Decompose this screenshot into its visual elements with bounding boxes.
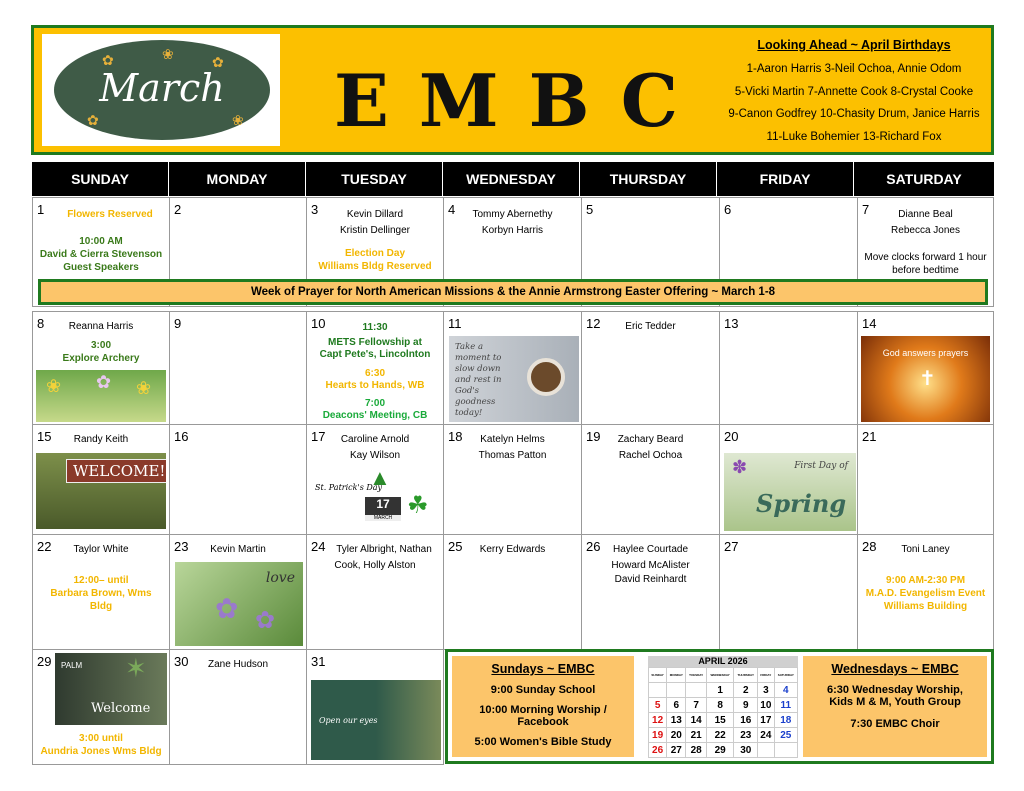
prayer-hands-image bbox=[861, 336, 990, 422]
event-text: Guest Speakers bbox=[63, 262, 139, 273]
mini-cal-date: 18 bbox=[774, 713, 797, 728]
mini-cal-date: 19 bbox=[649, 728, 667, 743]
birthday-name: Tommy Abernethy bbox=[472, 209, 553, 220]
birthday-line: 9-Canon Godfrey 10-Chasity Drum, Janice Harris bbox=[728, 108, 980, 120]
birthday-name: David Reinhardt bbox=[614, 574, 687, 585]
event-time: 11:30 bbox=[362, 322, 388, 333]
day-number: 10 bbox=[311, 316, 326, 331]
coffee-cup-icon bbox=[527, 358, 565, 396]
day-cell-23 bbox=[169, 534, 307, 650]
birthday-name: Zane Hudson bbox=[207, 659, 269, 670]
birthday-name: Zachary Beard bbox=[617, 434, 684, 445]
mini-cal-date bbox=[686, 683, 707, 698]
image-caption: First Day of bbox=[794, 461, 848, 471]
event-time: 10:00 AM bbox=[79, 236, 123, 247]
page-title: EMBC bbox=[334, 58, 709, 143]
image-caption: Take a moment to slow down and rest in God's goodness today! bbox=[455, 342, 502, 418]
day-number: 21 bbox=[862, 429, 877, 444]
day-number: 31 bbox=[311, 654, 326, 669]
cross-icon: ✝ bbox=[919, 368, 936, 390]
wednesday-item: 7:30 EMBC Choir bbox=[850, 718, 940, 730]
mini-cal-date: 7 bbox=[686, 698, 707, 713]
birthday-name: Reanna Harris bbox=[68, 321, 134, 332]
birthday-line: 1-Aaron Harris 3-Neil Ochoa, Annie Odom bbox=[746, 63, 962, 75]
day-cell-9 bbox=[169, 311, 307, 425]
mini-cal-date: 30 bbox=[734, 743, 758, 758]
day-cell-26 bbox=[581, 534, 720, 650]
image-caption: God answers prayers bbox=[882, 348, 969, 358]
day-thursday: THURSDAY bbox=[580, 162, 717, 196]
day-number: 5 bbox=[586, 202, 594, 217]
birthday-name: Howard McAlister bbox=[611, 560, 690, 571]
birthday-name: Rachel Ochoa bbox=[618, 450, 683, 461]
event-text: Explore Archery bbox=[62, 353, 140, 364]
mini-cal-date: 12 bbox=[649, 713, 667, 728]
flower-icon: ✿ bbox=[102, 52, 114, 68]
day-monday: MONDAY bbox=[169, 162, 306, 196]
forest-stream-image bbox=[311, 680, 441, 760]
flower-icon: ✿ bbox=[87, 112, 99, 128]
day-cell-12 bbox=[581, 311, 720, 425]
mini-cal-date: 4 bbox=[774, 683, 797, 698]
palm-leaf-icon: ✶ bbox=[125, 653, 147, 683]
mini-cal-date: 10 bbox=[758, 698, 775, 713]
day-number: 16 bbox=[174, 429, 189, 444]
day-number: 15 bbox=[37, 429, 52, 444]
birthday-name: Caroline Arnold bbox=[340, 434, 410, 445]
day-number: 17 bbox=[311, 429, 326, 444]
mini-cal-date: 23 bbox=[734, 728, 758, 743]
day-cell-17 bbox=[306, 424, 444, 535]
mini-cal-weekday: SATURDAY bbox=[774, 668, 797, 683]
weekly-schedule-panel bbox=[445, 649, 994, 764]
event-text: David & Cierra Stevenson bbox=[39, 249, 163, 260]
day-number: 4 bbox=[448, 202, 456, 217]
april-mini-calendar bbox=[648, 656, 798, 758]
crocus-icon: ✿ bbox=[96, 372, 112, 392]
birthday-name: Rebecca Jones bbox=[891, 225, 960, 236]
mini-cal-date: 27 bbox=[667, 743, 686, 758]
event-text: Williams Building bbox=[883, 601, 968, 612]
event-time: 7:00 bbox=[364, 398, 385, 409]
sunday-item: 5:00 Women's Bible Study bbox=[474, 736, 612, 748]
day-number: 19 bbox=[586, 429, 601, 444]
mini-cal-weekday: THURSDAY bbox=[734, 668, 758, 683]
birthday-name: Kevin Dillard bbox=[346, 209, 404, 220]
daffodil-icon: ❀ bbox=[46, 376, 62, 396]
flower-icon: ❀ bbox=[232, 112, 244, 128]
day-cell-27 bbox=[719, 534, 858, 650]
birthday-line: 11-Luke Bohemier 13-Richard Fox bbox=[766, 130, 942, 143]
event-time: 6:30 bbox=[364, 368, 385, 379]
mini-cal-weekday: TUESDAY bbox=[686, 668, 707, 683]
event-text: Deacons' Meeting, CB bbox=[322, 410, 428, 421]
birthday-name: Haylee Courtade bbox=[612, 544, 689, 555]
violets-image bbox=[175, 562, 303, 646]
day-number: 18 bbox=[448, 429, 463, 444]
day-number: 9 bbox=[174, 316, 182, 331]
event-text: Barbara Brown, Wms bbox=[50, 588, 152, 599]
note-text: Move clocks forward 1 hour bbox=[864, 252, 987, 263]
prayer-week-banner: Week of Prayer for North American Missions & the Annie Armstrong Easter Offering ~ March 1-8 bbox=[38, 279, 988, 305]
day-cell-16 bbox=[169, 424, 307, 535]
mini-cal-date bbox=[649, 683, 667, 698]
weekday-header bbox=[32, 162, 994, 196]
day-cell-13 bbox=[719, 311, 858, 425]
birthday-name: Randy Keith bbox=[73, 434, 129, 445]
mini-cal-date: 28 bbox=[686, 743, 707, 758]
day-cell-10 bbox=[306, 311, 444, 425]
daffodil-icon: ❀ bbox=[136, 378, 152, 398]
mini-cal-date bbox=[774, 743, 797, 758]
day-number: 7 bbox=[862, 202, 870, 217]
day-cell-30 bbox=[169, 649, 307, 765]
birthdays-panel bbox=[719, 38, 989, 148]
day-friday: FRIDAY bbox=[717, 162, 854, 196]
day-cell-8 bbox=[32, 311, 170, 425]
event-time: 12:00– until bbox=[73, 575, 129, 586]
mini-cal-date: 17 bbox=[758, 713, 775, 728]
sunday-item: 9:00 Sunday School bbox=[490, 684, 596, 696]
day-number: 6 bbox=[724, 202, 732, 217]
day-number: 1 bbox=[37, 202, 45, 217]
event-text: Flowers Reserved bbox=[67, 209, 153, 220]
mini-cal-weekday: MONDAY bbox=[667, 668, 686, 683]
day-number: 8 bbox=[37, 316, 45, 331]
sunday-item: Facebook bbox=[517, 716, 569, 728]
march-logo bbox=[42, 34, 280, 146]
flower-icon: ❀ bbox=[162, 46, 174, 62]
birthday-name: Katelyn Helms bbox=[480, 434, 545, 445]
welcome-bench-image bbox=[36, 453, 166, 529]
day-number: 26 bbox=[586, 539, 601, 554]
day-saturday: SATURDAY bbox=[886, 171, 962, 187]
birthday-name: Korbyn Harris bbox=[481, 225, 544, 236]
calendar-month: MARCH bbox=[365, 515, 401, 521]
day-number: 28 bbox=[862, 539, 877, 554]
event-text: Capt Pete's, Lincolnton bbox=[319, 349, 431, 360]
wednesdays-box bbox=[803, 656, 987, 757]
event-time: 3:00 until bbox=[79, 733, 123, 744]
day-cell-15 bbox=[32, 424, 170, 535]
mini-cal-date: 5 bbox=[649, 698, 667, 713]
day-cell-20 bbox=[719, 424, 858, 535]
day-number: 13 bbox=[724, 316, 739, 331]
day-cell-21 bbox=[857, 424, 994, 535]
day-cell-29 bbox=[32, 649, 170, 765]
mini-cal-date: 25 bbox=[774, 728, 797, 743]
mini-cal-date: 13 bbox=[667, 713, 686, 728]
mini-cal-date: 1 bbox=[706, 683, 734, 698]
mini-cal-weekday: SUNDAY bbox=[649, 668, 667, 683]
image-caption: St. Patrick's Day bbox=[315, 483, 383, 492]
mini-cal-date: 26 bbox=[649, 743, 667, 758]
note-text: before bedtime bbox=[892, 265, 959, 276]
flower-icon: ✿ bbox=[212, 54, 224, 70]
day-cell-24 bbox=[306, 534, 444, 650]
event-time: 9:00 AM-2:30 PM bbox=[885, 575, 966, 586]
calendar-block: 17 bbox=[365, 497, 401, 515]
mini-cal-date: 20 bbox=[667, 728, 686, 743]
leprechaun-hat-icon: ▲ bbox=[369, 469, 391, 490]
header-banner bbox=[31, 25, 994, 155]
image-caption: PALM bbox=[61, 661, 83, 670]
sundays-box bbox=[452, 656, 634, 757]
event-time: 3:00 bbox=[90, 340, 111, 351]
day-cell-19 bbox=[581, 424, 720, 535]
day-sunday: SUNDAY bbox=[32, 162, 169, 196]
mini-cal-date: 9 bbox=[734, 698, 758, 713]
mini-cal-date: 11 bbox=[774, 698, 797, 713]
event-text: Bldg bbox=[89, 601, 113, 612]
palm-sunday-image bbox=[55, 653, 167, 725]
event-text: Aundria Jones Wms Bldg bbox=[40, 746, 162, 757]
violet-flower-icon: ✿ bbox=[215, 593, 239, 624]
day-number: 29 bbox=[37, 654, 52, 669]
wednesday-item: Kids M & M, Youth Group bbox=[829, 696, 961, 708]
event-text: METS Fellowship at bbox=[328, 337, 422, 348]
day-wednesday: WEDNESDAY bbox=[443, 162, 580, 196]
mini-cal-date: 15 bbox=[706, 713, 734, 728]
image-caption: Open our eyes bbox=[319, 716, 378, 725]
day-number: 2 bbox=[174, 202, 182, 217]
mini-cal-date: 21 bbox=[686, 728, 707, 743]
day-cell-11 bbox=[443, 311, 582, 425]
day-cell-22 bbox=[32, 534, 170, 650]
birthday-name: Cook, Holly Alston bbox=[334, 560, 416, 571]
mini-calendar-grid bbox=[648, 667, 798, 758]
day-number: 24 bbox=[311, 539, 326, 554]
sunday-item: 10:00 Morning Worship / bbox=[479, 704, 607, 716]
lavender-icon: ✽ bbox=[732, 457, 748, 477]
st-patricks-image bbox=[315, 469, 439, 527]
birthdays-heading: Looking Ahead ~ April Birthdays bbox=[757, 38, 951, 52]
day-cell-25 bbox=[443, 534, 582, 650]
day-number: 27 bbox=[724, 539, 739, 554]
mini-cal-date: 2 bbox=[734, 683, 758, 698]
day-number: 30 bbox=[174, 654, 189, 669]
birthday-name: Tyler Albright, Nathan bbox=[336, 544, 432, 555]
event-text: Election Day bbox=[344, 248, 406, 259]
mini-cal-date: 29 bbox=[706, 743, 734, 758]
day-number: 20 bbox=[724, 429, 739, 444]
event-text: Hearts to Hands, WB bbox=[325, 380, 425, 391]
image-caption: love bbox=[265, 570, 295, 586]
birthday-name: Thomas Patton bbox=[478, 450, 547, 461]
wednesdays-heading: Wednesdays ~ EMBC bbox=[831, 662, 959, 676]
day-number: 23 bbox=[174, 539, 189, 554]
wednesday-item: 6:30 Wednesday Worship, bbox=[827, 684, 963, 696]
day-number: 3 bbox=[311, 202, 319, 217]
day-number: 12 bbox=[586, 316, 601, 331]
birthday-name: Kerry Edwards bbox=[479, 544, 546, 555]
day-cell-31 bbox=[306, 649, 444, 765]
day-cell-14 bbox=[857, 311, 994, 425]
logo-word: March bbox=[99, 66, 225, 110]
day-cell-18 bbox=[443, 424, 582, 535]
mini-cal-date bbox=[667, 683, 686, 698]
coffee-image bbox=[449, 336, 579, 422]
event-text: M.A.D. Evangelism Event bbox=[865, 588, 986, 599]
birthday-name: Kristin Dellinger bbox=[339, 225, 411, 236]
day-number: 22 bbox=[37, 539, 52, 554]
birthday-line: 5-Vicki Martin 7-Annette Cook 8-Crystal Cooke bbox=[734, 85, 974, 98]
sundays-heading: Sundays ~ EMBC bbox=[491, 662, 595, 676]
mini-cal-date: 3 bbox=[758, 683, 775, 698]
mini-cal-date: 14 bbox=[686, 713, 707, 728]
birthday-name: Taylor White bbox=[73, 544, 129, 555]
image-caption: WELCOME! bbox=[66, 459, 166, 483]
day-cell-28 bbox=[857, 534, 994, 650]
mini-cal-date: 8 bbox=[706, 698, 734, 713]
day-number: 14 bbox=[862, 316, 877, 331]
day-number: 25 bbox=[448, 539, 463, 554]
mini-cal-date bbox=[758, 743, 775, 758]
mini-calendar-title: APRIL 2026 bbox=[648, 656, 798, 667]
first-day-spring-image bbox=[724, 453, 856, 531]
shamrock-icon: ☘ bbox=[407, 492, 429, 519]
spring-flowers-image bbox=[36, 370, 166, 422]
image-caption: Spring bbox=[756, 489, 847, 518]
mini-cal-date: 16 bbox=[734, 713, 758, 728]
birthday-name: Kevin Martin bbox=[210, 544, 266, 555]
mini-cal-date: 24 bbox=[758, 728, 775, 743]
birthday-name: Toni Laney bbox=[901, 544, 950, 555]
mini-cal-date: 22 bbox=[706, 728, 734, 743]
image-caption: Welcome bbox=[91, 701, 151, 716]
birthday-name: Dianne Beal bbox=[898, 209, 953, 220]
mini-cal-date: 6 bbox=[667, 698, 686, 713]
event-text: Williams Bldg Reserved bbox=[318, 261, 432, 272]
mini-cal-weekday: WEDNESDAY bbox=[706, 668, 734, 683]
day-number: 11 bbox=[448, 316, 462, 331]
day-tuesday: TUESDAY bbox=[306, 162, 443, 196]
birthday-name: Eric Tedder bbox=[625, 321, 676, 332]
mini-cal-weekday: FRIDAY bbox=[758, 668, 775, 683]
violet-flower-icon: ✿ bbox=[255, 607, 276, 634]
birthday-name: Kay Wilson bbox=[349, 450, 400, 461]
